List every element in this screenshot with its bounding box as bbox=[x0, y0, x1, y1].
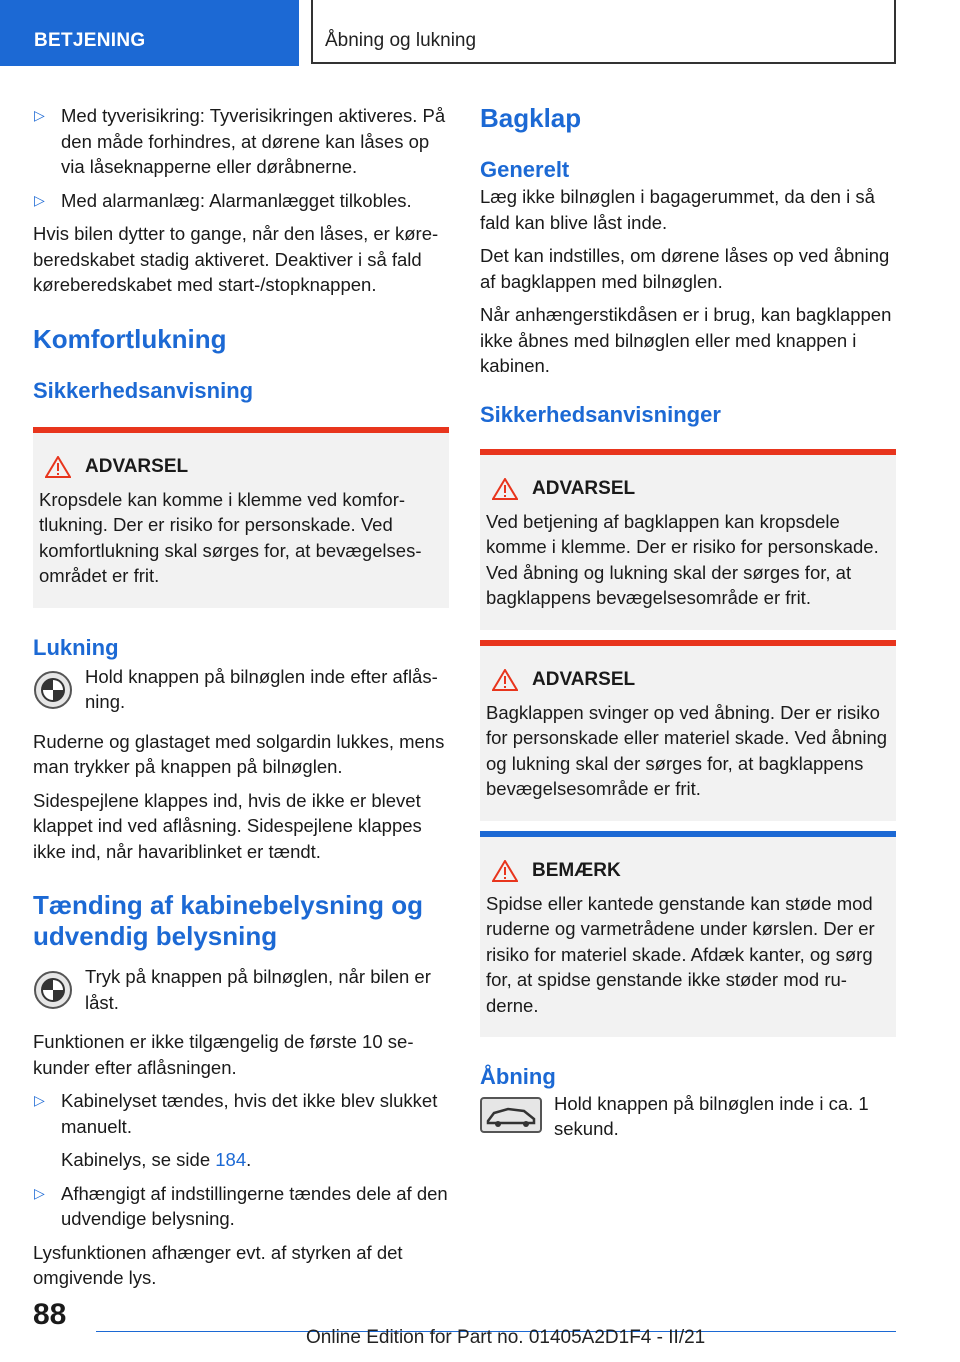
warning-text: Bagklappen svinger op ved åbning. Der er risiko for personskade eller materiel skade. Ved åbning og lukning skal der sørges for, at bagklappens bevægelsesområde er frit. bbox=[486, 701, 888, 799]
left-column bbox=[33, 103, 449, 1299]
bmw-key-icon bbox=[33, 970, 73, 1010]
page-header bbox=[0, 0, 960, 66]
heading-bagklap: Bagklap bbox=[480, 103, 582, 133]
cross-reference: Kabinelys, se side 184. bbox=[61, 1149, 252, 1170]
heading-komfortlukning: Komfortlukning bbox=[33, 323, 227, 354]
warning-triangle-icon bbox=[45, 456, 71, 478]
bmw-key-icon bbox=[33, 670, 73, 710]
paragraph: Når anhængerstikdåsen er i brug, kan bagklappen ikke åbnes med bilnøglen eller med knappen i kabinen. bbox=[480, 304, 892, 376]
list-item: ▷ Kabinelyset tændes, hvis det ikke blev slukket manuelt. bbox=[34, 1090, 438, 1137]
tailgate-key-icon bbox=[480, 1097, 542, 1133]
warning-box bbox=[480, 449, 896, 630]
key-instruction bbox=[480, 1091, 896, 1142]
notice-box bbox=[480, 831, 896, 1037]
instruction-text: Hold knappen på bilnøglen inde i ca. 1 sekund. bbox=[554, 1092, 869, 1139]
instruction-text: Hold knappen på bilnøglen inde efter aflåsning. bbox=[85, 665, 438, 712]
warning-title: ADVARSEL bbox=[532, 668, 636, 690]
triangle-bullet-icon: ▷ bbox=[34, 191, 45, 208]
paragraph: Ruderne og glastaget med solgardin lukkes, mens man trykker på knappen på bilnøglen. bbox=[33, 730, 445, 777]
heading-aabning: Åbning bbox=[480, 1063, 556, 1089]
chapter-title: Åbning og lukning bbox=[311, 0, 896, 64]
triangle-bullet-icon: ▷ bbox=[34, 107, 45, 123]
list-item: ▷ Afhængigt af indstillingerne tændes dele af den udvendige belysning. bbox=[34, 1182, 448, 1229]
key-instruction bbox=[33, 664, 449, 715]
warning-text: Ved betjening af bagklappen kan kropsdele komme i klemme. Der er risiko for personskade. Ved åbning og lukning skal der sørges for, at bagklappens bevægelsesområde er frit. bbox=[486, 510, 879, 608]
paragraph: Sidespejlene klappes ind, hvis de ikke er blevet klappet ind ved aflåsning. Sidespejlene klappes ikke ind, når havariblinket er tændt. bbox=[33, 789, 422, 862]
heading-sikkerhedsanvisning: Sikkerhedsanvisning bbox=[33, 377, 254, 403]
page-number: 88 bbox=[33, 1298, 67, 1331]
paragraph: Det kan indstilles, om dørene låses op ved åbning af bagklappen med bilnøglen. bbox=[480, 245, 890, 292]
warning-title: ADVARSEL bbox=[85, 455, 189, 477]
section-label: BETJENING bbox=[0, 0, 299, 66]
footer-edition: Online Edition for Part no. 01405A2D1F4 - II/21 bbox=[306, 1327, 706, 1348]
warning-triangle-icon bbox=[492, 860, 518, 882]
heading-lukning: Lukning bbox=[33, 634, 119, 660]
warning-triangle-icon bbox=[492, 478, 518, 500]
warning-box bbox=[480, 640, 896, 821]
triangle-bullet-icon: ▷ bbox=[34, 1092, 45, 1108]
heading-generelt: Generelt bbox=[480, 157, 570, 182]
warning-title: ADVARSEL bbox=[532, 477, 636, 499]
warning-triangle-icon bbox=[492, 669, 518, 691]
triangle-bullet-icon: ▷ bbox=[34, 1184, 45, 1201]
warning-box bbox=[33, 427, 449, 608]
warning-text: Kropsdele kan komme i klemme ved komfortlukning. Der er risiko for personskade. Ved komfortlukning skal sørges for, at bevægelsesområdet er frit. bbox=[39, 488, 422, 586]
paragraph: Funktionen er ikke tilgængelig de første 10 sekunder efter aflåsningen. bbox=[33, 1031, 414, 1078]
heading-taending: Tænding af kabinebelysning og udvendig belysning bbox=[33, 890, 424, 951]
paragraph: Læg ikke bilnøglen i bagagerummet, da den i så fald kan blive låst inde. bbox=[480, 186, 875, 233]
page-link[interactable]: 184 bbox=[215, 1149, 247, 1170]
instruction-text: Tryk på knappen på bilnøglen, når bilen er låst. bbox=[85, 966, 431, 1013]
notice-text: Spidse eller kantede genstande kan støde mod ruderne og varmetrådene under kørslen. Der er risiko for materiel skade. Afdæk kanter, og sørg for, at spidse genstande ikke støder mod ruderne. bbox=[486, 892, 875, 1016]
key-instruction bbox=[33, 964, 449, 1015]
notice-title: BEMÆRK bbox=[532, 859, 621, 881]
list-item: ▷ Med alarmanlæg: Alarmanlægget tilkobles. bbox=[33, 188, 449, 214]
heading-sikkerhedsanvisninger: Sikkerhedsanvisninger bbox=[480, 401, 721, 427]
paragraph: Lysfunktionen afhænger evt. af styrken af det omgivende lys. bbox=[33, 1241, 403, 1288]
list-item: ▷ Med tyverisikring: Tyverisikringen aktiveres. På den måde forhindres, at dørene kan låses op via låseknapperne eller døråbnerne. bbox=[34, 105, 446, 177]
paragraph: Hvis bilen dytter to gange, når den låses, er køreberedskabet stadig aktiveret. Deaktiver i så fald køreberedskabet med start-/stopknappen. bbox=[33, 223, 439, 295]
right-column bbox=[480, 103, 896, 1142]
